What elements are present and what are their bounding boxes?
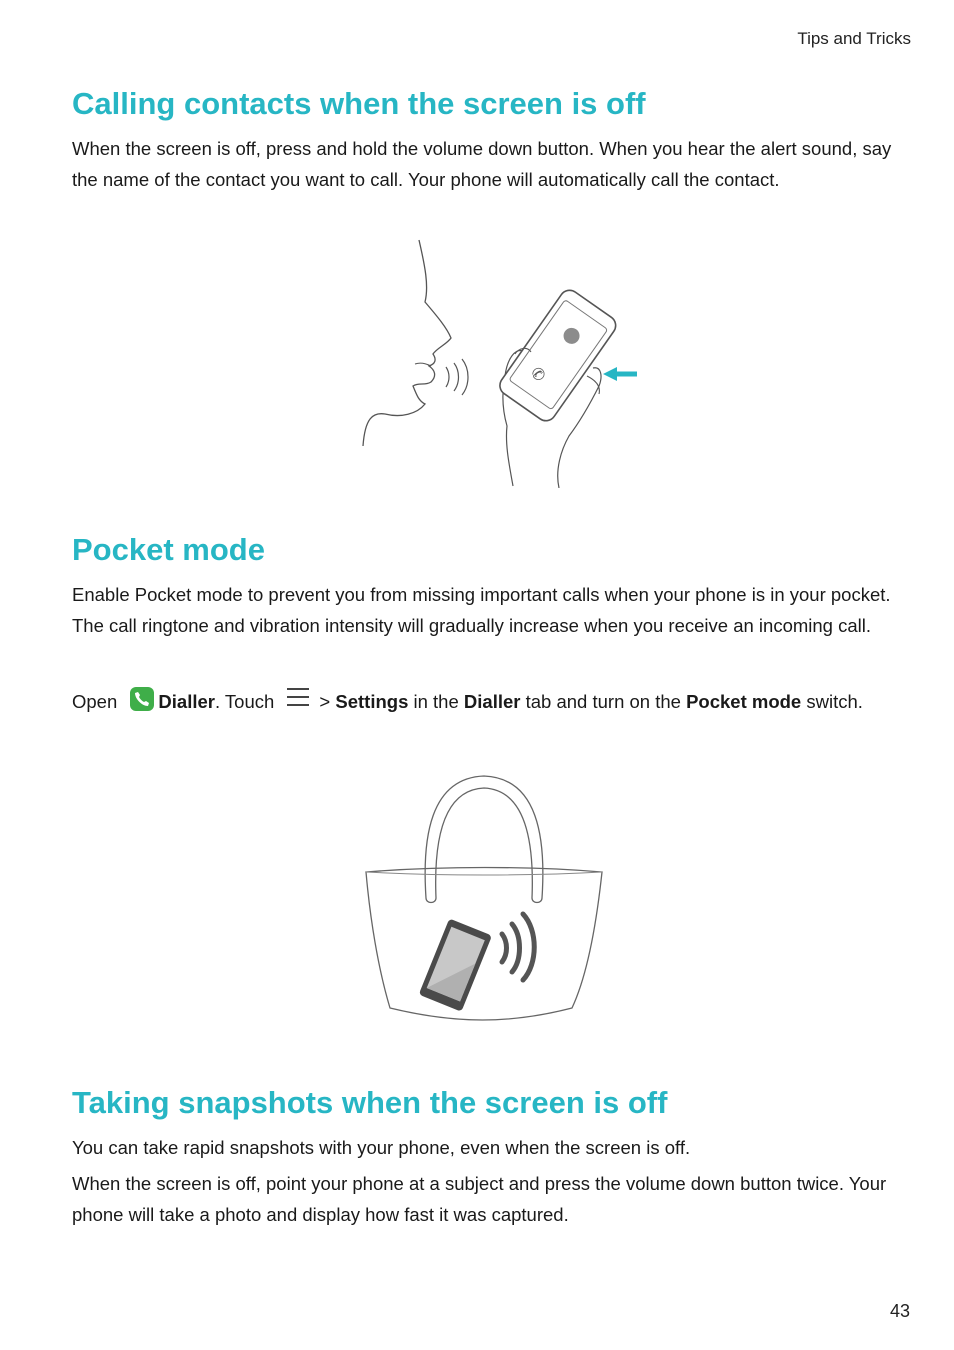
page-number: 43	[889, 1301, 910, 1321]
voice-call-illustration	[355, 236, 645, 488]
pocket-mode-instruction	[72, 686, 902, 718]
menu-icon	[285, 686, 311, 708]
section-title-calling: Calling contacts when the screen is off	[72, 86, 646, 121]
bag-handle	[425, 776, 543, 898]
ringing-waves	[502, 934, 507, 962]
pocket-bag-illustration	[360, 768, 610, 1028]
face-profile	[363, 240, 451, 446]
instruction-end: switch.	[806, 691, 863, 712]
instruction-open: Open	[72, 691, 118, 712]
running-header: Tips and Tricks	[797, 29, 911, 48]
settings-label: Settings	[335, 691, 409, 712]
section-title-snapshots: Taking snapshots when the screen is off	[72, 1085, 668, 1120]
section-calling-paragraph: When the screen is off, press and hold the volume down button. When you hear the alert sound, say the name of the contact you want to call. Your phone will automatically call the contact.	[72, 138, 892, 190]
section-title-pocket-mode: Pocket mode	[72, 532, 265, 567]
phone-body	[496, 286, 620, 424]
instruction-touch: . Touch	[214, 691, 275, 712]
instruction-tab-rest: tab and turn on the	[525, 691, 681, 712]
instruction-arrow: >	[319, 691, 331, 712]
phone-app-icon	[130, 687, 154, 711]
section-snapshots-paragraph-2: When the screen is off, point your phone at a subject and press the volume down button twice. Your phone will take a photo and display how fast it was captured.	[72, 1173, 887, 1225]
section-snapshots-paragraph-1: You can take rapid snapshots with your phone, even when the screen is off.	[72, 1137, 691, 1158]
svg-text:✆: ✆	[527, 362, 550, 386]
section-pocket-paragraph: Enable Pocket mode to prevent you from missing important calls when your phone is in your pocket. The call ringtone and vibration intensity will gradually increase when you receive an incoming call.	[72, 584, 891, 636]
instruction-in-the: in the	[413, 691, 459, 712]
pocket-mode-switch-label: Pocket mode	[686, 691, 802, 712]
dialler-tab-label: Dialler	[463, 691, 521, 712]
dialler-app-label: Dialler	[158, 691, 215, 712]
